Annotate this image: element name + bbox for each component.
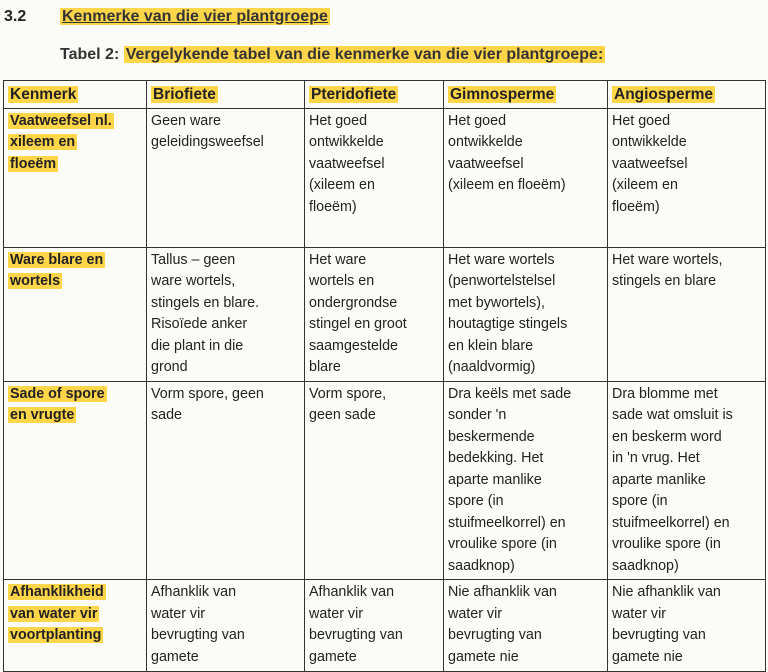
comparison-table [3, 80, 766, 672]
cell-gimnosperme: Nie afhanklik van water vir bevrugting van gamete nie [444, 580, 608, 672]
cell-pteridofiete: Het goed ontwikkelde vaatweefsel (xileem en floeëm) [305, 108, 444, 247]
row-label-afhanklikheid: Afhanklikheid van water vir voortplanting [4, 580, 147, 672]
cell-angiosperme: Het ware wortels, stingels en blare [608, 247, 766, 381]
cell-gimnosperme: Dra keëls met sade sonder 'n beskermende bedekking. Het aparte manlike spore (in stuifmeelkorrel) en vroulike spore (in saadknop) [444, 381, 608, 580]
cell-angiosperme: Nie afhanklik van water vir bevrugting van gamete nie [608, 580, 766, 672]
header-kenmerk: Kenmerk [4, 81, 147, 109]
cell-pteridofiete: Afhanklik van water vir bevrugting van gamete [305, 580, 444, 672]
cell-briofiete: Vorm spore, geen sade [147, 381, 305, 580]
row-label-sade: Sade of spore en vrugte [4, 381, 147, 580]
row-label-vaatweefsel: Vaatweefsel nl. xileem en floeëm [4, 108, 147, 247]
section-title-text: Kenmerke van die vier plantgroepe [62, 8, 328, 25]
table-row [4, 247, 766, 381]
header-pteridofiete: Pteridofiete [305, 81, 444, 109]
header-gimnosperme: Gimnosperme [444, 81, 608, 109]
header-angiosperme: Angiosperme [608, 81, 766, 109]
table-row [4, 580, 766, 672]
table-header-row [4, 81, 766, 109]
table-caption [60, 46, 605, 64]
cell-pteridofiete: Vorm spore, geen sade [305, 381, 444, 580]
section-number: 3.2 [4, 8, 27, 25]
cell-gimnosperme: Het ware wortels (penwortelstelsel met bywortels), houtagtige stingels en klein blare (naaldvormig) [444, 247, 608, 381]
table-row [4, 381, 766, 580]
row-label-ware-blare: Ware blare en wortels [4, 247, 147, 381]
cell-briofiete: Tallus – geen ware wortels, stingels en blare. Risoïede anker die plant in die grond [147, 247, 305, 381]
cell-angiosperme: Dra blomme met sade wat omsluit is en beskerm word in 'n vrug. Het aparte manlike spore (in stuifmeelkorrel) en vroulike spore (in saadknop) [608, 381, 766, 580]
table-caption-text: Vergelykende tabel van die kenmerke van die vier plantgroepe: [125, 46, 604, 63]
header-briofiete: Briofiete [147, 81, 305, 109]
section-title [60, 8, 330, 26]
cell-briofiete: Afhanklik van water vir bevrugting van gamete [147, 580, 305, 672]
table-caption-prefix: Tabel 2: [60, 46, 120, 63]
cell-pteridofiete: Het ware wortels en ondergrondse stingel en groot saamgestelde blare [305, 247, 444, 381]
cell-gimnosperme: Het goed ontwikkelde vaatweefsel (xileem en floeëm) [444, 108, 608, 247]
cell-briofiete: Geen ware geleidingsweefsel [147, 108, 305, 247]
table-row [4, 108, 766, 247]
cell-angiosperme: Het goed ontwikkelde vaatweefsel (xileem en floeëm) [608, 108, 766, 247]
